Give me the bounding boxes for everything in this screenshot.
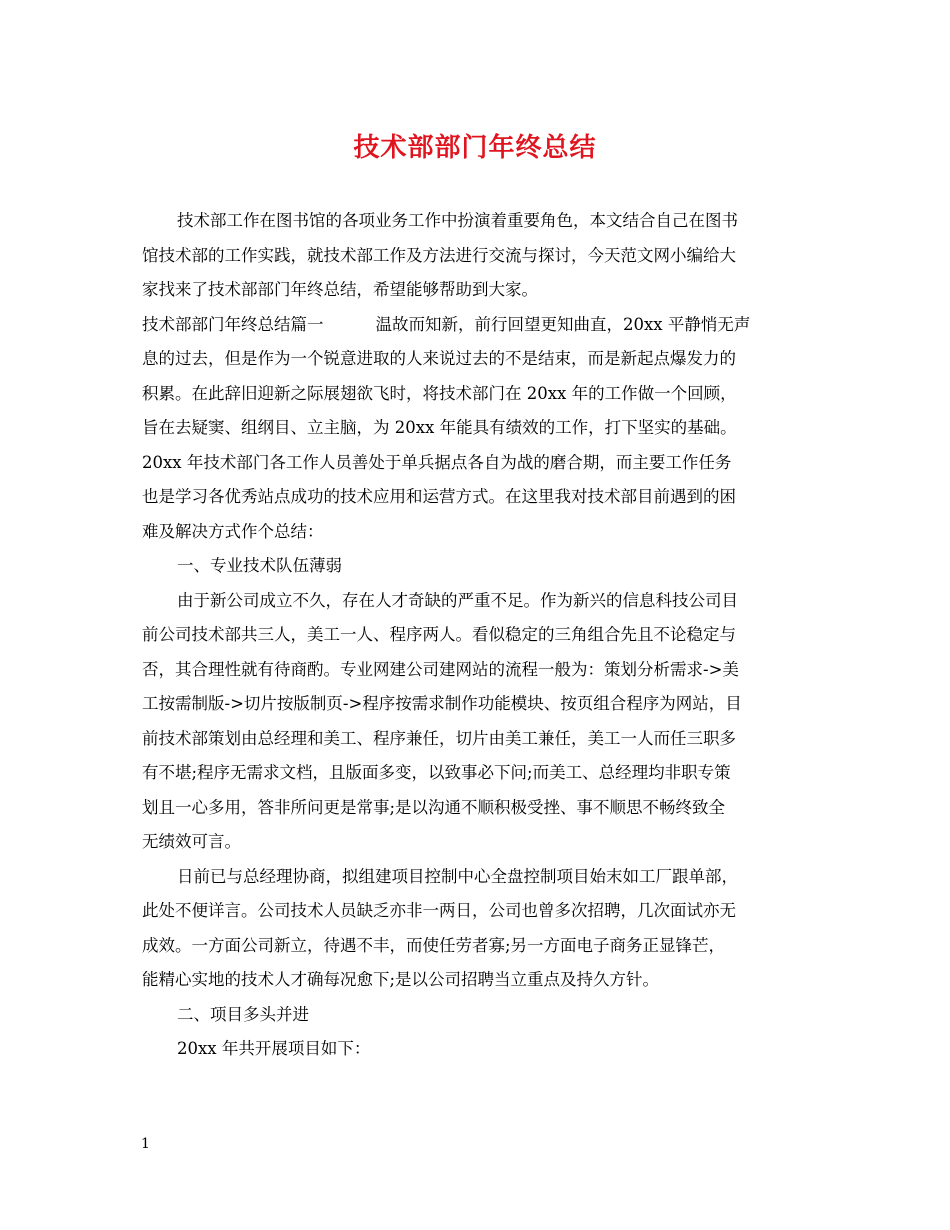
page-number: 1 xyxy=(141,1136,150,1152)
paragraph-line: 无绩效可言。 xyxy=(142,832,241,851)
paragraph-line: 技术部工作在图书馆的各项业务工作中扮演着重要角色，本文结合自己在图书 xyxy=(177,211,738,230)
paragraph-line: 能精心实地的技术人才确每况愈下;是以公司招聘当立重点及持久方针。 xyxy=(142,970,660,989)
paragraph-line: 难及解决方式作个总结： xyxy=(142,521,324,541)
paragraph-line: 息的过去，但是作为一个锐意进取的人来说过去的不是结束，而是新起点爆发力的 xyxy=(142,349,736,368)
paragraph-line: 20xx 年技术部门各工作人员善处于单兵据点各自为战的磨合期，而主要工作任务 xyxy=(142,452,732,472)
section-heading: 技术部部门年终总结篇一 xyxy=(142,314,324,334)
paragraph-line: 馆技术部的工作实践，就技术部工作及方法进行交流与探讨，今天范文网小编给大 xyxy=(142,245,736,265)
paragraph-line: 家找来了技术部部门年终总结，希望能够帮助到大家。 xyxy=(142,280,538,299)
paragraph-line: 旨在去疑窦、组纲目、立主脑，为 20xx 年能具有绩效的工作，打下坚实的基础。 xyxy=(142,418,737,437)
paragraph-line: 20xx 年共开展项目如下： xyxy=(177,1039,371,1058)
document-body xyxy=(142,204,817,1067)
section-heading: 二、项目多头并进 xyxy=(177,1004,309,1024)
paragraph-line: 前公司技术部共三人，美工一人、程序两人。看似稳定的三角组合先且不论稳定与 xyxy=(142,625,736,644)
paragraph-line: 工按需制版->切片按版制页->程序按需求制作功能模块、按页组合程序为网站，目 xyxy=(142,694,742,713)
paragraph-line: 日前已与总经理协商，拟组建项目控制中心全盘控制项目始末如工厂跟单部， xyxy=(177,866,738,886)
paragraph-line: 否，其合理性就有待商酌。专业网建公司建网站的流程一般为：策划分析需求->美 xyxy=(142,659,739,679)
paragraph-line: 积累。在此辞旧迎新之际展翅欲飞时，将技术部门在 20xx 年的工作做一个回顾， xyxy=(142,383,737,403)
paragraph-line: 由于新公司成立不久，存在人才奇缺的严重不足。作为新兴的信息科技公司目 xyxy=(177,590,738,610)
section-heading: 一、专业技术队伍薄弱 xyxy=(177,556,342,575)
paragraph-line: 有不堪;程序无需求文档，且版面多变，以致事必下问;而美工、总经理均非职专策 xyxy=(142,763,731,782)
paragraph-text: 温故而知新，前行回望更知曲直，20xx 平静悄无声 xyxy=(375,314,751,334)
paragraph-line: 划且一心多用，答非所问更是常事;是以沟通不顺积极受挫、事不顺思不畅终致全 xyxy=(142,797,726,817)
paragraph-line: 前技术部策划由总经理和美工、程序兼任，切片由美工兼任，美工一人而任三职多 xyxy=(142,728,736,748)
document-title: 技术部部门年终总结 xyxy=(353,133,597,163)
paragraph-line xyxy=(142,308,817,343)
paragraph-line: 此处不便详言。公司技术人员缺乏亦非一两日，公司也曾多次招聘，几次面试亦无 xyxy=(142,901,736,920)
paragraph-line: 也是学习各优秀站点成功的技术应用和运营方式。在这里我对技术部目前遇到的困 xyxy=(142,487,736,506)
paragraph-line: 成效。一方面公司新立，待遇不丰，而使任劳者寡;另一方面电子商务正显锋芒， xyxy=(142,935,726,955)
